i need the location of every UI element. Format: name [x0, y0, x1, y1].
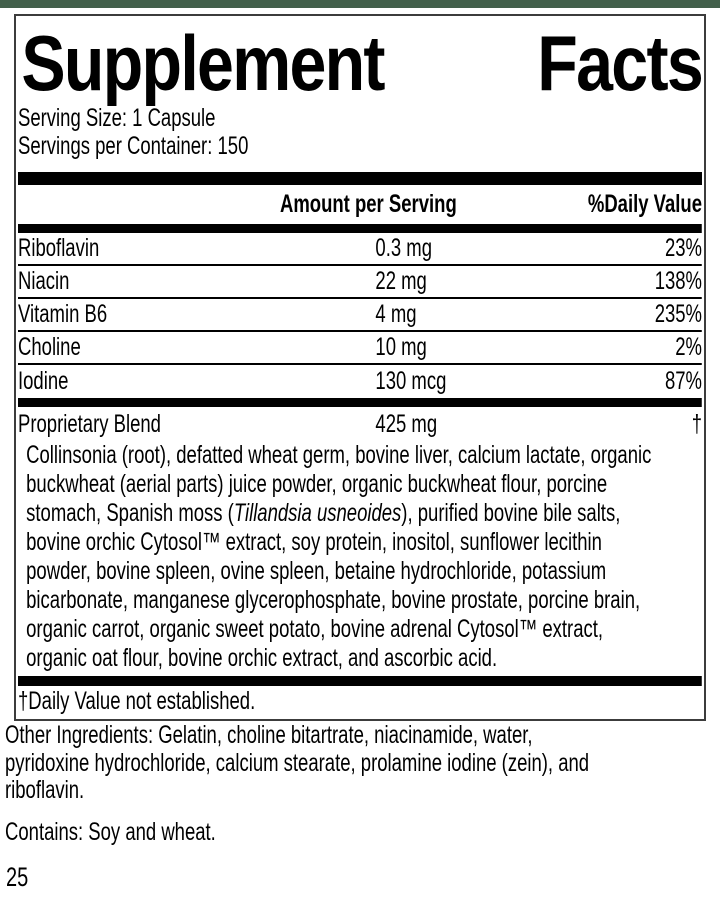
nutrient-name: Riboflavin — [18, 234, 100, 263]
blend-line: powder, bovine spleen, ovine spleen, betaine hydrochloride, potassium — [26, 557, 607, 586]
nutrient-daily-value: 235% — [654, 300, 703, 329]
blend-line: buckwheat (aerial parts) juice powder, organic buckwheat flour, porcine — [26, 470, 608, 499]
green-accent-bar — [0, 0, 720, 8]
nutrient-amount: 10 mg — [375, 333, 427, 362]
other-ingredients-line: riboflavin. — [5, 776, 85, 804]
blend-line: organic carrot, organic sweet potato, bovine adrenal Cytosol™ extract, — [26, 615, 604, 644]
table-row — [18, 365, 702, 398]
header-amount-per-serving: Amount per Serving — [279, 190, 457, 219]
table-header-row — [18, 185, 702, 224]
other-ingredients-line: pyridoxine hydrochloride, calcium stearate, prolamine iodine (zein), and — [5, 748, 590, 777]
other-ingredients — [5, 722, 720, 805]
title-word-facts: Facts — [537, 19, 703, 107]
servings-per-container: Servings per Container: 150 — [18, 132, 249, 161]
daily-value-footnote: †Daily Value not established. — [18, 687, 256, 716]
blend-amount: 425 mg — [375, 409, 438, 438]
blend-line: Collinsonia (root), defatted wheat germ, bovine liver, calcium lactate, organic — [26, 441, 652, 470]
nutrient-daily-value: 138% — [654, 267, 703, 296]
header-daily-value: %Daily Value — [587, 190, 703, 219]
nutrient-amount: 22 mg — [375, 267, 427, 296]
nutrient-name: Niacin — [18, 267, 70, 296]
nutrient-name: Vitamin B6 — [18, 300, 108, 329]
facts-table — [18, 185, 702, 717]
title-word-supplement: Supplement — [21, 19, 384, 107]
divider-bar-top — [18, 172, 702, 185]
blend-name: Proprietary Blend — [18, 409, 161, 438]
nutrient-amount: 0.3 mg — [375, 234, 432, 263]
blend-line: stomach, Spanish moss (Tillandsia usneoides), purified bovine bile salts, — [26, 499, 621, 528]
proprietary-blend-row — [18, 407, 702, 441]
other-ingredients-line: Other Ingredients: Gelatin, choline bitartrate, niacinamide, water, — [5, 721, 533, 749]
page-title — [21, 19, 703, 107]
blend-line: organic oat flour, bovine orchic extract, and ascorbic acid. — [26, 644, 498, 673]
latin-species-name: Tillandsia usneoides — [233, 499, 402, 528]
nutrient-daily-value: 23% — [664, 234, 703, 263]
table-row — [18, 299, 702, 332]
nutrient-daily-value: 87% — [664, 367, 703, 396]
title-wrap — [18, 19, 703, 107]
table-row — [18, 233, 702, 266]
table-row — [18, 332, 702, 365]
page-number: 25 — [6, 862, 29, 892]
divider-bar-blend — [18, 398, 702, 407]
divider-bar-bottom — [18, 676, 702, 686]
serving-info — [18, 104, 702, 160]
blend-line: bovine orchic Cytosol™ extract, soy protein, inositol, sunflower lecithin — [26, 528, 602, 557]
blend-daily-value-dagger: † — [691, 409, 703, 438]
blend-line: bicarbonate, manganese glycerophosphate, bovine prostate, porcine brain, — [26, 586, 641, 615]
nutrient-name: Iodine — [18, 367, 69, 396]
supplement-facts-panel — [14, 14, 706, 721]
serving-size: Serving Size: 1 Capsule — [18, 104, 216, 133]
nutrient-name: Choline — [18, 333, 81, 362]
blend-description — [18, 441, 702, 673]
nutrient-amount: 4 mg — [375, 300, 417, 329]
nutrient-daily-value: 2% — [675, 333, 703, 362]
contains-statement: Contains: Soy and wheat. — [5, 818, 216, 846]
nutrient-amount: 130 mcg — [375, 367, 447, 396]
divider-bar-header — [18, 224, 702, 233]
table-row — [18, 266, 702, 299]
